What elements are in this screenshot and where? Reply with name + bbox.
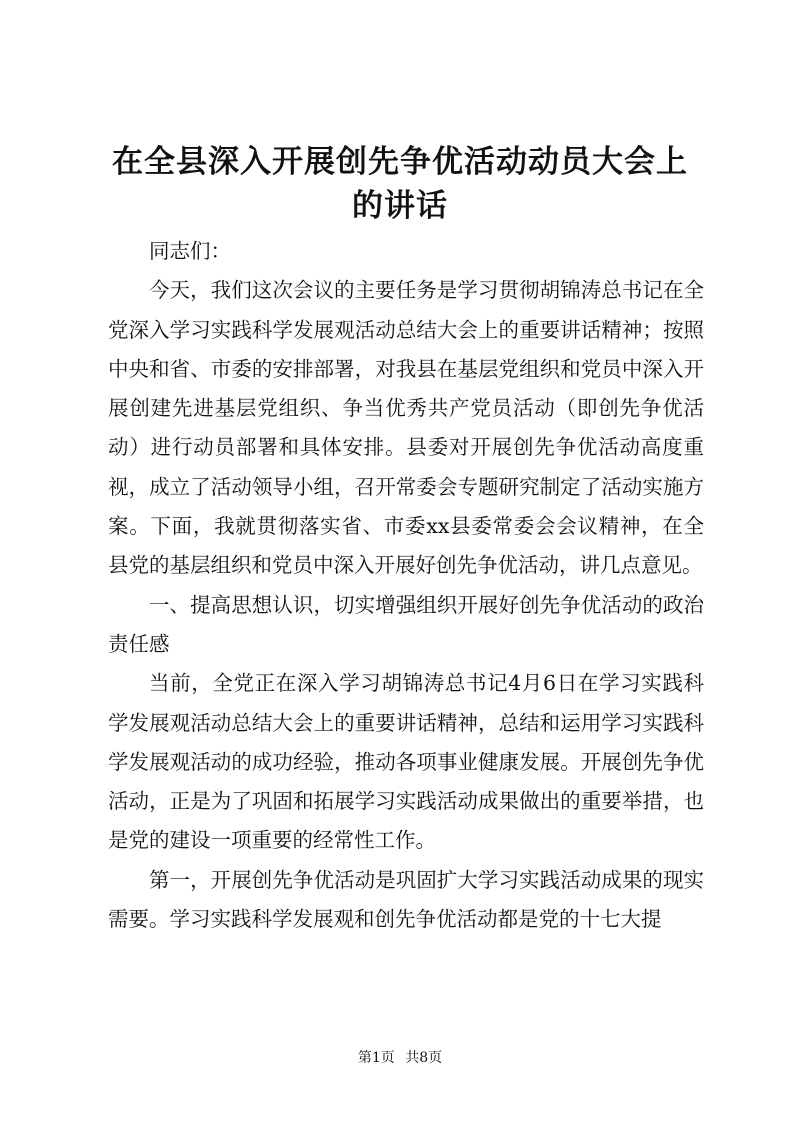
intro-paragraph: 今天，我们这次会议的主要任务是学习贯彻胡锦涛总书记在全党深入学习实践科学发展观活动总结大会上的重要讲话精神；按照中央和省、市委的安排部署，对我县在基层党组织和党员中深入开展创建先进基层党组织、争当优秀共产党员活动（即创先争优活动）进行动员部署和具体安排。县委对开展创先争优活动高度重视，成立了活动领导小组，召开常委会专题研究制定了活动实施方案。下面，我就贯彻落实省、市委xx县委常委会会议精神，在全县党的基层组织和党员中深入开展好创先争优活动，讲几点意见。: [108, 278, 704, 578]
body-paragraph: 第一，开展创先争优活动是巩固扩大学习实践活动成果的现实需要。学习实践科学发展观和创先争优活动都是党的十七大提: [108, 867, 704, 932]
section-heading-1: 一、提高思想认识，切实增强组织开展好创先争优活动的政治责任感: [108, 592, 704, 656]
page-number: 第1页: [357, 1050, 395, 1066]
page-total: 共8页: [405, 1050, 443, 1066]
document-body: [108, 232, 704, 939]
body-paragraph: 当前，全党正在深入学习胡锦涛总书记4月6日在学习实践科学发展观活动总结大会上的重要讲话精神，总结和运用学习实践科学发展观活动的成功经验，推动各项事业健康发展。开展创先争优活动，正是为了巩固和拓展学习实践活动成果做出的重要举措，也是党的建设一项重要的经常性工作。: [108, 671, 704, 853]
page-footer: [0, 1048, 800, 1068]
salutation-paragraph: 同志们：: [149, 239, 231, 263]
document-title: 在全县深入开展创先争优活动动员大会上的讲话: [112, 144, 688, 224]
